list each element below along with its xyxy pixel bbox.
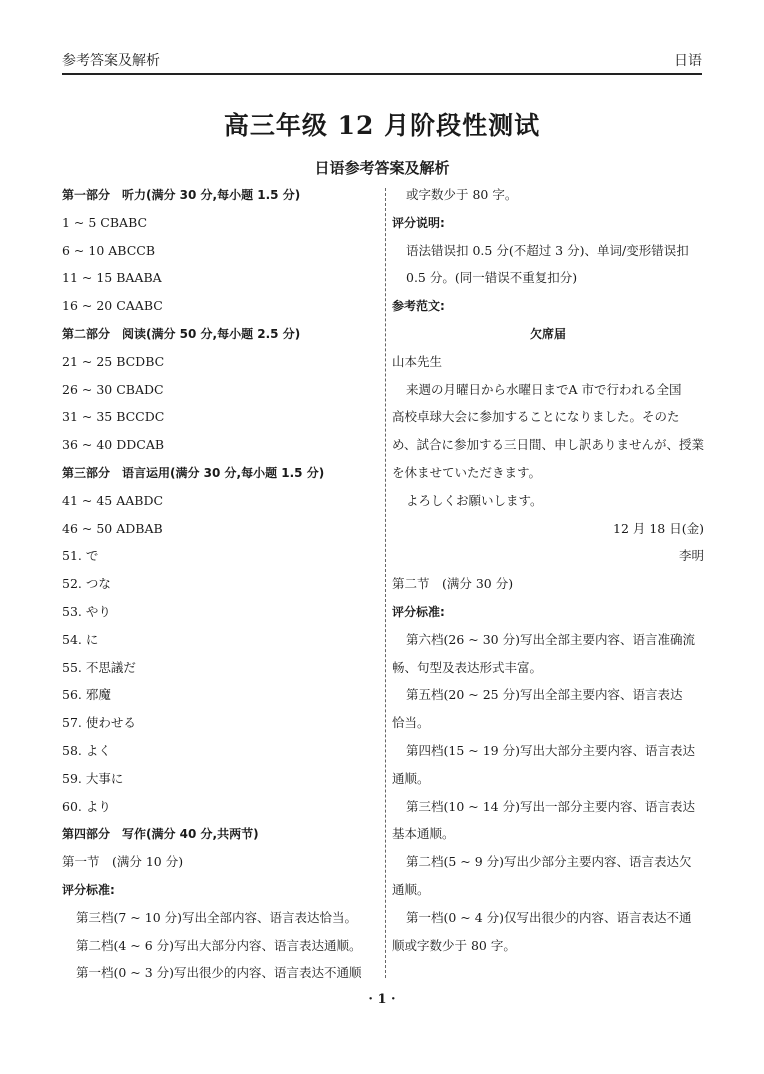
header-subject-label: 日语 bbox=[674, 53, 702, 69]
column-divider bbox=[385, 188, 386, 978]
left-column-line: 1 ~ 5 CBABC bbox=[62, 214, 148, 230]
right-column-line: 恰当。 bbox=[392, 715, 430, 731]
right-column-line: 第二节 (满分 30 分) bbox=[392, 576, 514, 592]
right-column-line: 通顺。 bbox=[392, 882, 430, 897]
left-column-line: 26 ~ 30 CBADC bbox=[62, 381, 164, 397]
left-column-line: 54. に bbox=[62, 631, 99, 647]
page-title: 高三年级 12 月阶段性测试 bbox=[223, 111, 541, 140]
left-column-line: 21 ~ 25 BCDBC bbox=[62, 353, 165, 369]
left-column-line: 第一节 (满分 10 分) bbox=[62, 854, 184, 870]
right-column-line: 第三档(10 ~ 14 分)写出一部分主要内容、语言表达 bbox=[406, 798, 695, 814]
left-column-line: 16 ~ 20 CAABC bbox=[62, 298, 163, 314]
right-column-line: 顺或字数少于 80 字。 bbox=[392, 937, 516, 953]
header-rule bbox=[62, 73, 702, 75]
left-column-line: 60. より bbox=[62, 798, 111, 814]
left-column-line: 第二部分 阅读(满分 50 分,每小题 2.5 分) bbox=[62, 327, 301, 341]
page-header bbox=[62, 48, 702, 70]
right-column-line: め、試合に参加する三日間、申し訳ありませんが、授業 bbox=[392, 437, 705, 453]
left-column-line: 6 ~ 10 ABCCB bbox=[62, 242, 156, 258]
right-column-line: 第四档(15 ~ 19 分)写出大部分主要内容、语言表达 bbox=[406, 743, 695, 758]
right-column-line: 12 月 18 日(金) bbox=[613, 520, 704, 536]
left-column-line: 第三档(7 ~ 10 分)写出全部内容、语言表达恰当。 bbox=[76, 909, 358, 925]
right-column-line: 李明 bbox=[678, 548, 704, 564]
left-column-line: 31 ~ 35 BCCDC bbox=[62, 409, 165, 425]
left-column-line: 52. つな bbox=[62, 576, 111, 592]
right-column-line: 第五档(20 ~ 25 分)写出全部主要内容、语言表达 bbox=[406, 687, 683, 703]
right-column-line: 或字数少于 80 字。 bbox=[406, 187, 518, 202]
left-column-line: 11 ~ 15 BAABA bbox=[62, 270, 162, 286]
header-left-label: 参考答案及解析 bbox=[62, 53, 160, 69]
right-column-line: 参考范文: bbox=[392, 299, 445, 314]
page-number: · 1 · bbox=[368, 992, 396, 1007]
right-column-line: 通顺。 bbox=[392, 770, 430, 786]
right-column-line: 第一档(0 ~ 4 分)仅写出很少的内容、语言表达不通 bbox=[406, 909, 692, 925]
left-column-line: 59. 大事に bbox=[62, 770, 124, 786]
right-column-line: 评分说明: bbox=[392, 215, 445, 230]
right-column-line: 山本先生 bbox=[392, 353, 443, 369]
right-column-line: 高校卓球大会に参加することになりました。そのた bbox=[392, 409, 680, 425]
left-column-line: 58. よく bbox=[62, 743, 111, 758]
left-column-line: 第一档(0 ~ 3 分)写出很少的内容、语言表达不通顺 bbox=[76, 965, 362, 981]
right-column-line: 欠席届 bbox=[529, 327, 566, 341]
left-column-line: 第三部分 语言运用(满分 30 分,每小题 1.5 分) bbox=[62, 466, 325, 480]
left-column-line: 第二档(4 ~ 6 分)写出大部分内容、语言表达通顺。 bbox=[76, 937, 362, 953]
left-column-line: 56. 邪魔 bbox=[62, 687, 111, 703]
right-column-line: 语法错误扣 0.5 分(不超过 3 分)、单词/变形错误扣 bbox=[406, 242, 689, 258]
left-column-line: 36 ~ 40 DDCAB bbox=[62, 437, 165, 453]
left-column-line: 46 ~ 50 ADBAB bbox=[62, 520, 163, 536]
right-column-line: を休ませていただきます。 bbox=[392, 465, 542, 480]
page-subtitle: 日语参考答案及解析 bbox=[314, 159, 450, 177]
right-column-line: 基本通顺。 bbox=[392, 826, 455, 842]
left-column-line: 51. で bbox=[62, 548, 99, 564]
right-column-line: よろしくお願いします。 bbox=[406, 492, 543, 508]
left-column-line: 41 ~ 45 AABDC bbox=[62, 492, 164, 508]
left-column-line: 第一部分 听力(满分 30 分,每小题 1.5 分) bbox=[62, 188, 301, 202]
right-column-line: 评分标准: bbox=[392, 605, 445, 619]
left-column-line: 53. やり bbox=[62, 604, 111, 619]
left-column-line: 评分标准: bbox=[62, 883, 115, 897]
right-column-line: 畅、句型及表达形式丰富。 bbox=[392, 659, 543, 675]
left-column-line: 第四部分 写作(满分 40 分,共两节) bbox=[62, 827, 259, 842]
right-column-line: 0.5 分。(同一错误不重复扣分) bbox=[406, 270, 578, 286]
right-column-line: 第六档(26 ~ 30 分)写出全部主要内容、语言准确流 bbox=[406, 631, 695, 647]
left-column-line: 55. 不思議だ bbox=[62, 659, 136, 675]
right-column-line: 第二档(5 ~ 9 分)写出少部分主要内容、语言表达欠 bbox=[406, 854, 692, 870]
left-column-line: 57. 使わせる bbox=[62, 715, 136, 731]
right-column-line: 来週の月曜日から水曜日までA 市で行われる全国 bbox=[406, 381, 682, 397]
